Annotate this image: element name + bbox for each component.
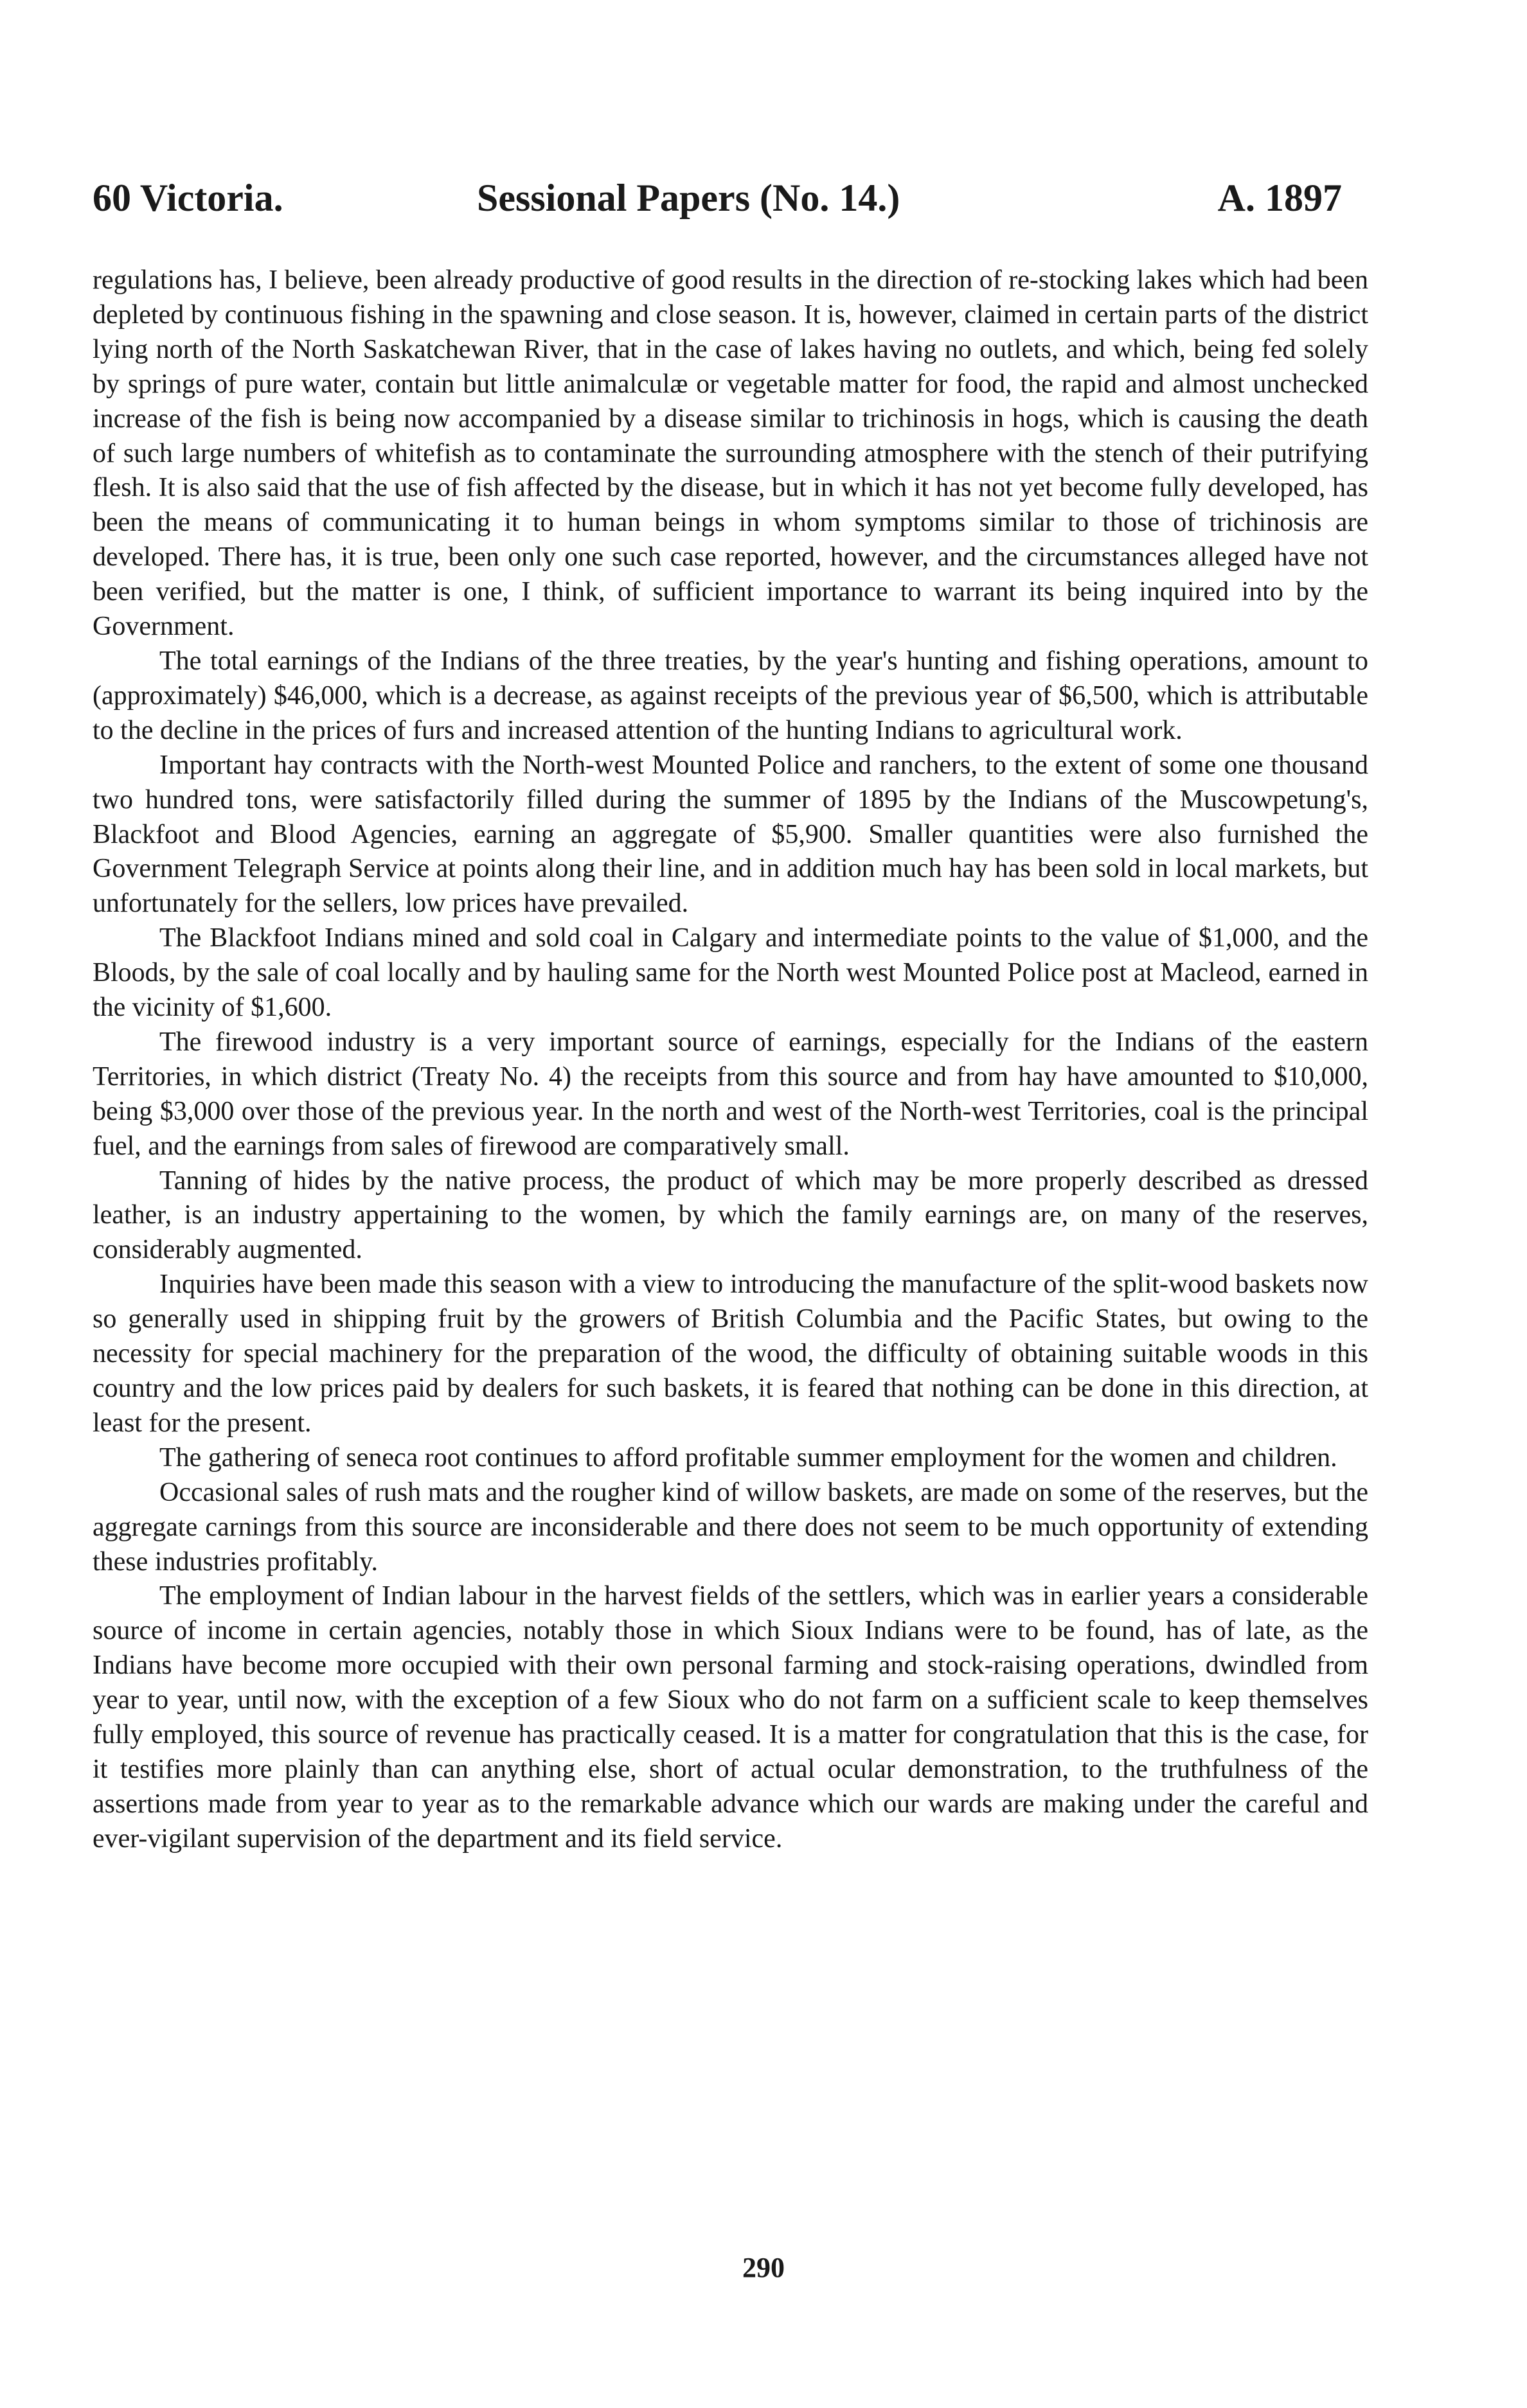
running-header [93,172,1342,224]
paragraph-rush-mats: Occasional sales of rush mats and the rougher kind of willow baskets, are made on some of the reserves, but the aggregate carnings from this source are inconsiderable and there does not seem to be much opportunity of extending these industries profitably. [93,1477,1368,1577]
paragraph-seneca-root: The gathering of seneca root continues to afford profitable summer employment for the women and children. [159,1442,1337,1473]
paragraph-earnings: The total earnings of the Indians of the three treaties, by the year's hunting and fishing operations, amount to (approximately) $46,000, which is a decrease, as against receipts of the previous year of $6,500, which is attributable to the decline in the prices of furs and increased attention of the hunting Indians to agricultural work. [93,646,1368,745]
header-title: Sessional Papers (No. 14.) [477,177,900,219]
paragraph-continued: regulations has, I believe, been already productive of good results in the direction of re-stocking lakes which had been depleted by continuous fishing in the spawning and close season. It is, however, claimed in certain parts of the district lying north of the North Saskatchewan River, that in the case of lakes having no outlets, and which, being fed solely by springs of pure water, contain but little animalculæ or vegetable matter for food, the rapid and almost unchecked increase of the fish is being now accompanied by a disease similar to trichinosis in hogs, which is causing the death of such large numbers of whitefish as to contaminate the surrounding atmosphere with the stench of their putrifying flesh. It is also said that the use of fish affected by the disease, but in which it has not yet become fully developed, has been the means of communicating it to human beings in whom symptoms similar to those of trichinosis are developed. There has, it is true, been only one such case reported, however, and the circumstances alleged have not been verified, but the matter is one, I think, of sufficient importance to warrant its being inquired into by the Government. [93,265,1369,642]
paragraph-firewood: The firewood industry is a very important source of earnings, especially for the Indians of the eastern Territories, in which district (Treaty No. 4) the receipts from this source and from hay have amounted to $10,000, being $3,000 over those of the previous year. In the north and west of the North-west Territories, coal is the principal fuel, and the earnings from sales of firewood are comparatively small. [93,1027,1368,1161]
body-text [93,263,1368,1857]
paragraph-harvest-labour: The employment of Indian labour in the harvest fields of the settlers, which was in earlier years a considerable source of income in certain agencies, notably those in which Sioux Indians were to be found, has of late, as the Indians have become more occupied with their own personal farming and stock-raising operations, dwindled from year to year, until now, with the exception of a few Sioux who do not farm on a sufficient scale to keep themselves fully employed, this source of revenue has practically ceased. It is a matter for congratulation that this is the case, for it testifies more plainly than can anything else, short of actual ocular demonstration, to the truthfulness of the assertions made from year to year as to the remarkable advance which our wards are making under the careful and ever-vigilant supervision of the department and its field service. [93,1581,1368,1854]
paragraph-coal: The Blackfoot Indians mined and sold coal in Calgary and intermediate points to the value of $1,000, and the Bloods, by the sale of coal locally and by hauling same for the North west Mounted Police post at Macleod, earned in the vicinity of $1,600. [93,923,1368,1023]
header-session: 60 Victoria. [93,177,283,219]
page-number: 290 [742,2252,785,2283]
paragraph-hay-contracts: Important hay contracts with the North-west Mounted Police and ranchers, to the extent of some one thousand two hundred tons, were satisfactorily filled during the summer of 1895 by the Indians of the Muscowpetung's, Blackfoot and Blood Agencies, earning an aggregate of $5,900. Smaller quantities were also furnished the Government Telegraph Service at points along their line, and in addition much hay has been sold in local markets, but unfortunately for the sellers, low prices have prevailed. [93,750,1368,919]
paragraph-tanning: Tanning of hides by the native process, the product of which may be more properly described as dressed leather, is an industry appertaining to the women, by which the family earnings are, on many of the reserves, considerably augmented. [93,1165,1368,1265]
paragraph-baskets: Inquiries have been made this season with a view to introducing the manufacture of the split-wood baskets now so generally used in shipping fruit by the growers of British Columbia and the Pacific States, but owing to the necessity for special machinery for the preparation of the wood, the difficulty of obtaining suitable woods in this country and the low prices paid by dealers for such baskets, it is feared that nothing can be done in this direction, at least for the present. [93,1270,1368,1438]
header-year: A. 1897 [1217,177,1342,219]
